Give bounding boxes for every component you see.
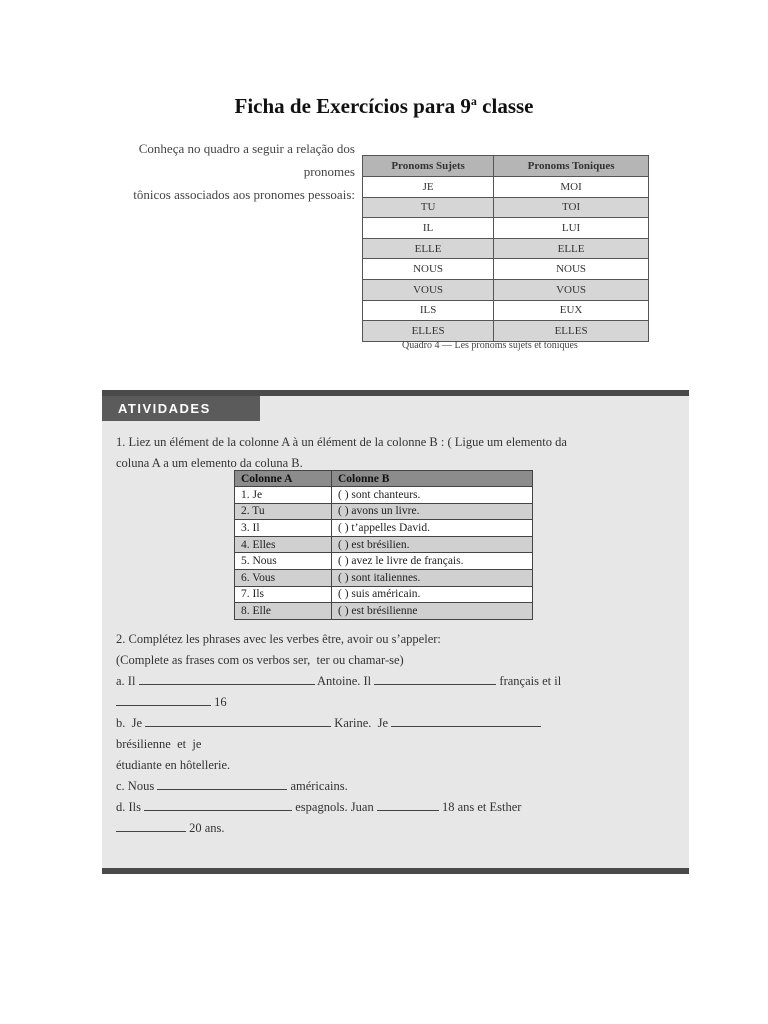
- table-cell: 4. Elles: [235, 536, 332, 553]
- answer-blank[interactable]: [139, 673, 315, 685]
- exercise-d-continued: 20 ans.: [116, 818, 686, 839]
- exercise-b: b. Je Karine. Je: [116, 713, 686, 734]
- table-cell: ( ) est brésilien.: [332, 536, 533, 553]
- table-cell: 6. Vous: [235, 569, 332, 586]
- table-cell: JE: [363, 177, 494, 198]
- table-cell: ( ) suis américain.: [332, 586, 533, 603]
- table-cell: ELLES: [494, 321, 649, 342]
- table-cell: 2. Tu: [235, 503, 332, 520]
- answer-blank[interactable]: [116, 694, 211, 706]
- table-row: [235, 586, 533, 603]
- exercise-a-continued: 16: [116, 692, 686, 713]
- table-row: [235, 553, 533, 570]
- table-cell: ( ) est brésilienne: [332, 603, 533, 620]
- table-row: [363, 238, 649, 259]
- table-cell: MOI: [494, 177, 649, 198]
- table-cell: 7. Ils: [235, 586, 332, 603]
- answer-blank[interactable]: [144, 799, 292, 811]
- intro-text: [100, 137, 355, 206]
- page-title: Ficha de Exercícios para 9$^a$ classe: [234, 94, 534, 118]
- answer-blank[interactable]: [377, 799, 439, 811]
- table-cell: VOUS: [494, 279, 649, 300]
- table-cell: 3. Il: [235, 520, 332, 537]
- table-cell: 5. Nous: [235, 553, 332, 570]
- table-cell: ELLE: [363, 238, 494, 259]
- exercise-b-line-3: étudiante en hôtellerie.: [116, 758, 231, 772]
- intro-line-2: tônicos associados aos pronomes pessoais:: [133, 187, 355, 202]
- matching-table-header: Colonne A: [235, 471, 332, 487]
- question-2-line-2: (Complete as frases com os verbos ser, ter ou chamar-se): [116, 653, 404, 667]
- question-1-line-1: 1. Liez un élément de la colonne A à un élément de la colonne B : ( Ligue um elemento da: [116, 435, 567, 449]
- question-2-line-1: 2. Complétez les phrases avec les verbes être, avoir ou s’appeler:: [116, 632, 441, 646]
- table-row: [235, 536, 533, 553]
- table-cell: ILS: [363, 300, 494, 321]
- table-row: [363, 218, 649, 239]
- table-cell: TOI: [494, 197, 649, 218]
- table-cell: ( ) sont chanteurs.: [332, 487, 533, 504]
- table-row: [363, 177, 649, 198]
- table-cell: ( ) t’appelles David.: [332, 520, 533, 537]
- answer-blank[interactable]: [374, 673, 496, 685]
- table-row: [363, 259, 649, 280]
- table-cell: 8. Elle: [235, 603, 332, 620]
- exercise-d: d. Ils espagnols. Juan 18 ans et Esther: [116, 800, 522, 814]
- table-cell: 1. Je: [235, 487, 332, 504]
- pronoun-table-header: Pronoms Toniques: [494, 156, 649, 177]
- table-cell: VOUS: [363, 279, 494, 300]
- table-cell: LUI: [494, 218, 649, 239]
- table-cell: IL: [363, 218, 494, 239]
- answer-blank[interactable]: [116, 820, 186, 832]
- question-1-line-2: coluna A a um elemento da coluna B.: [116, 456, 303, 470]
- table-row: [235, 569, 533, 586]
- table-cell: ( ) avons un livre.: [332, 503, 533, 520]
- exercise-a: a. Il Antoine. Il français et il: [116, 674, 562, 688]
- table-row: [235, 603, 533, 620]
- table-caption: Quadro 4 — Les pronoms sujets et toniques: [402, 340, 578, 351]
- matching-table: [234, 470, 533, 620]
- matching-table-header: Colonne B: [332, 471, 533, 487]
- table-row: [363, 197, 649, 218]
- table-row: [235, 503, 533, 520]
- table-cell: TU: [363, 197, 494, 218]
- answer-blank[interactable]: [157, 778, 287, 790]
- answer-blank[interactable]: [391, 715, 541, 727]
- question-1: [116, 432, 676, 474]
- table-row: [363, 300, 649, 321]
- table-row: [363, 321, 649, 342]
- table-cell: ( ) sont italiennes.: [332, 569, 533, 586]
- table-cell: NOUS: [494, 259, 649, 280]
- table-cell: ELLES: [363, 321, 494, 342]
- answer-blank[interactable]: [145, 715, 331, 727]
- table-cell: EUX: [494, 300, 649, 321]
- table-cell: ( ) avez le livre de français.: [332, 553, 533, 570]
- activities-box: [102, 390, 689, 874]
- pronoun-table-header: Pronoms Sujets: [363, 156, 494, 177]
- table-cell: ELLE: [494, 238, 649, 259]
- table-row: [235, 520, 533, 537]
- exercise-c: c. Nous américains.: [116, 779, 348, 793]
- table-cell: NOUS: [363, 259, 494, 280]
- exercise-b-line-2: brésilienne et je: [116, 737, 202, 751]
- pronoun-table: [362, 155, 649, 342]
- table-row: [235, 487, 533, 504]
- intro-line-1: Conheça no quadro a seguir a relação dos pronomes: [138, 141, 355, 179]
- table-row: [363, 279, 649, 300]
- activities-header: ATIVIDADES: [102, 396, 260, 421]
